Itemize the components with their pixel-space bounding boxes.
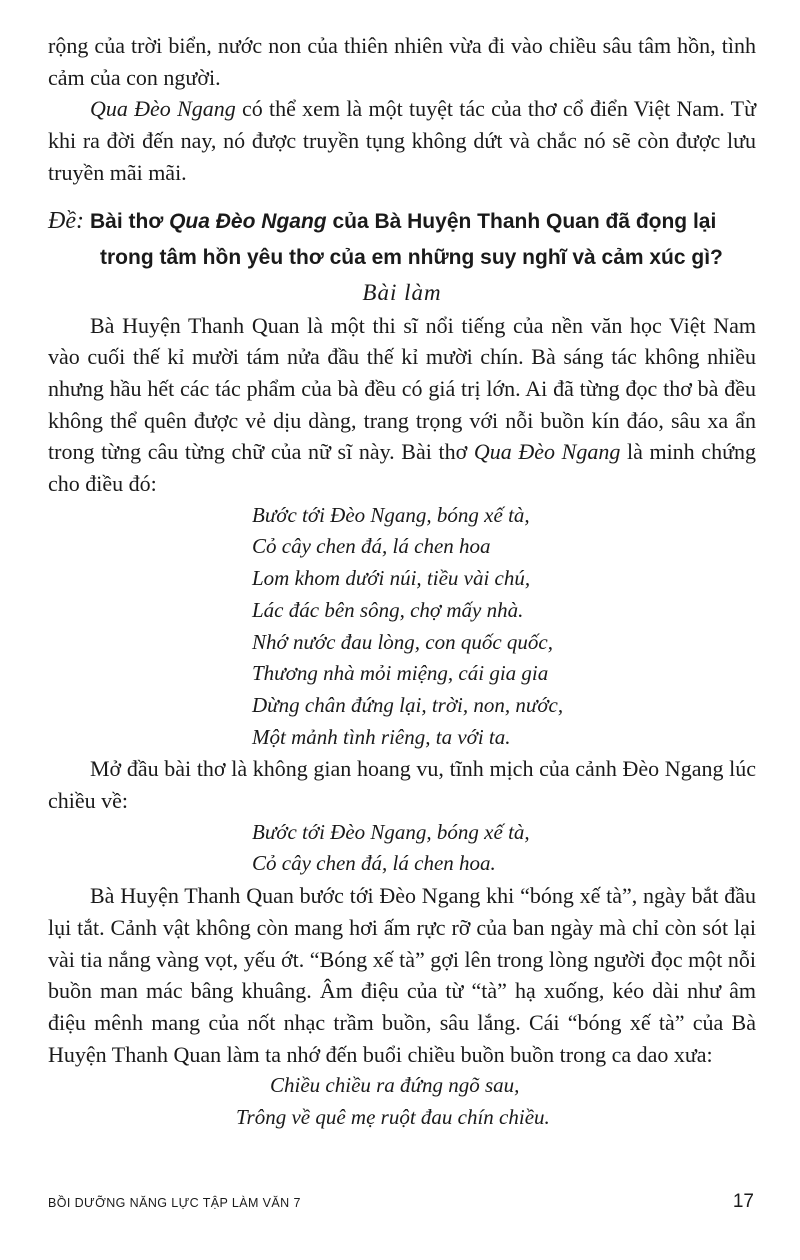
intro-paragraph-2 xyxy=(48,93,756,188)
footer-book-title: BỒI DƯỠNG NĂNG LỰC TẬP LÀM VĂN 7 xyxy=(48,1196,301,1210)
body-poem-title-ref: Qua Đèo Ngang xyxy=(473,439,621,465)
poem-line: Cỏ cây chen đá, lá chen hoa. xyxy=(252,851,496,876)
answer-heading: Bài làm xyxy=(362,279,442,305)
poem-line: Dừng chân đứng lại, trời, non, nước, xyxy=(252,692,564,717)
verse-line: Trông về quê mẹ ruột đau chín chiều. xyxy=(236,1105,550,1130)
page-content xyxy=(48,30,756,1134)
body-paragraph-1 xyxy=(48,310,756,500)
poem-line: Lom khom dưới núi, tiều vài chú, xyxy=(252,566,531,591)
body-paragraph-2: Mở đầu bài thơ là không gian hoang vu, tĩnh mịch của cảnh Đèo Ngang lúc chiều về: xyxy=(48,756,756,814)
prompt-label: Đề: xyxy=(48,207,84,234)
poem-line: Bước tới Đèo Ngang, bóng xế tà, xyxy=(252,502,530,527)
poem-title-ref: Qua Đèo Ngang xyxy=(90,96,236,122)
essay-prompt-line-1 xyxy=(48,203,756,240)
page-footer xyxy=(48,1191,754,1213)
prompt-poem-title: Qua Đèo Ngang xyxy=(169,209,327,233)
verse-line: Chiều chiều ra đứng ngõ sau, xyxy=(270,1073,520,1098)
body-paragraph-3: Bà Huyện Thanh Quan bước tới Đèo Ngang khi “bóng xế tà”, ngày bắt đầu lụi tắt. Cảnh vật không còn mang hơi ấm rực rỡ của ban ngày mà chỉ còn sót lại vài tia nắng vàng vọt, yếu ớt. “Bóng xế tà” gợi lên trong lòng người đọc một nỗi buồn man mác bâng khuâng. Âm điệu của từ “tà” hạ xuống, kéo dài như âm điệu mênh mang của nốt nhạc trầm buồn, sâu lắng. Cái “bóng xế tà” của Bà Huyện Thanh Quan làm ta nhớ đến buổi chiều buồn buồn trong ca dao xưa: xyxy=(48,883,756,1067)
intro-paragraph-1: rộng của trời biển, nước non của thiên nhiên vừa đi vào chiều sâu tâm hồn, tình cảm của con người. xyxy=(48,33,756,90)
poem-line: Cỏ cây chen đá, lá chen hoa xyxy=(252,534,491,559)
poem-line: Lác đác bên sông, chợ mấy nhà. xyxy=(252,597,524,622)
folk-verse-quote xyxy=(48,1070,756,1133)
intro-paragraph-2-text: có thể xem là một tuyệt tác của thơ cổ điển Việt Nam. Từ khi ra đời đến nay, nó được truyền tụng không dứt và chắc nó sẽ còn được lưu truyền mãi mãi. xyxy=(48,96,756,185)
body-paragraph-1-text: Bà Huyện Thanh Quan là một thi sĩ nổi tiếng của nền văn học Việt Nam vào cuối thế kỉ mười tám nửa đầu thế kỉ mười chín. Bà sáng tác không nhiều nhưng hầu hết các tác phẩm của bà đều có giá trị lớn. Ai đã từng đọc thơ bà đều không thể quên được vẻ dịu dàng, trang trọng với nỗi buồn kín đáo, sâu xa ẩn trong từng câu từng chữ của nữ sĩ này. Bài thơ xyxy=(48,312,756,465)
body-paragraph-1-end: là minh chứng cho điều đó: xyxy=(48,439,756,497)
poem-line: Nhớ nước đau lòng, con quốc quốc, xyxy=(252,629,553,654)
poem-line: Một mảnh tình riêng, ta với ta. xyxy=(252,724,511,749)
essay-prompt xyxy=(48,203,756,276)
poem-line: Bước tới Đèo Ngang, bóng xế tà, xyxy=(252,819,530,844)
poem-line: Thương nhà mỏi miệng, cái gia gia xyxy=(252,661,549,686)
prompt-before: Bài thơ xyxy=(89,209,170,233)
page-number: 17 xyxy=(732,1191,754,1212)
essay-prompt-line-2: trong tâm hồn yêu thơ của em những suy nghĩ và cảm xúc gì? xyxy=(100,245,723,269)
poem-quote-1 xyxy=(48,817,756,880)
prompt-after: của Bà Huyện Thanh Quan đã đọng lại xyxy=(326,209,717,233)
poem-full xyxy=(48,500,756,754)
